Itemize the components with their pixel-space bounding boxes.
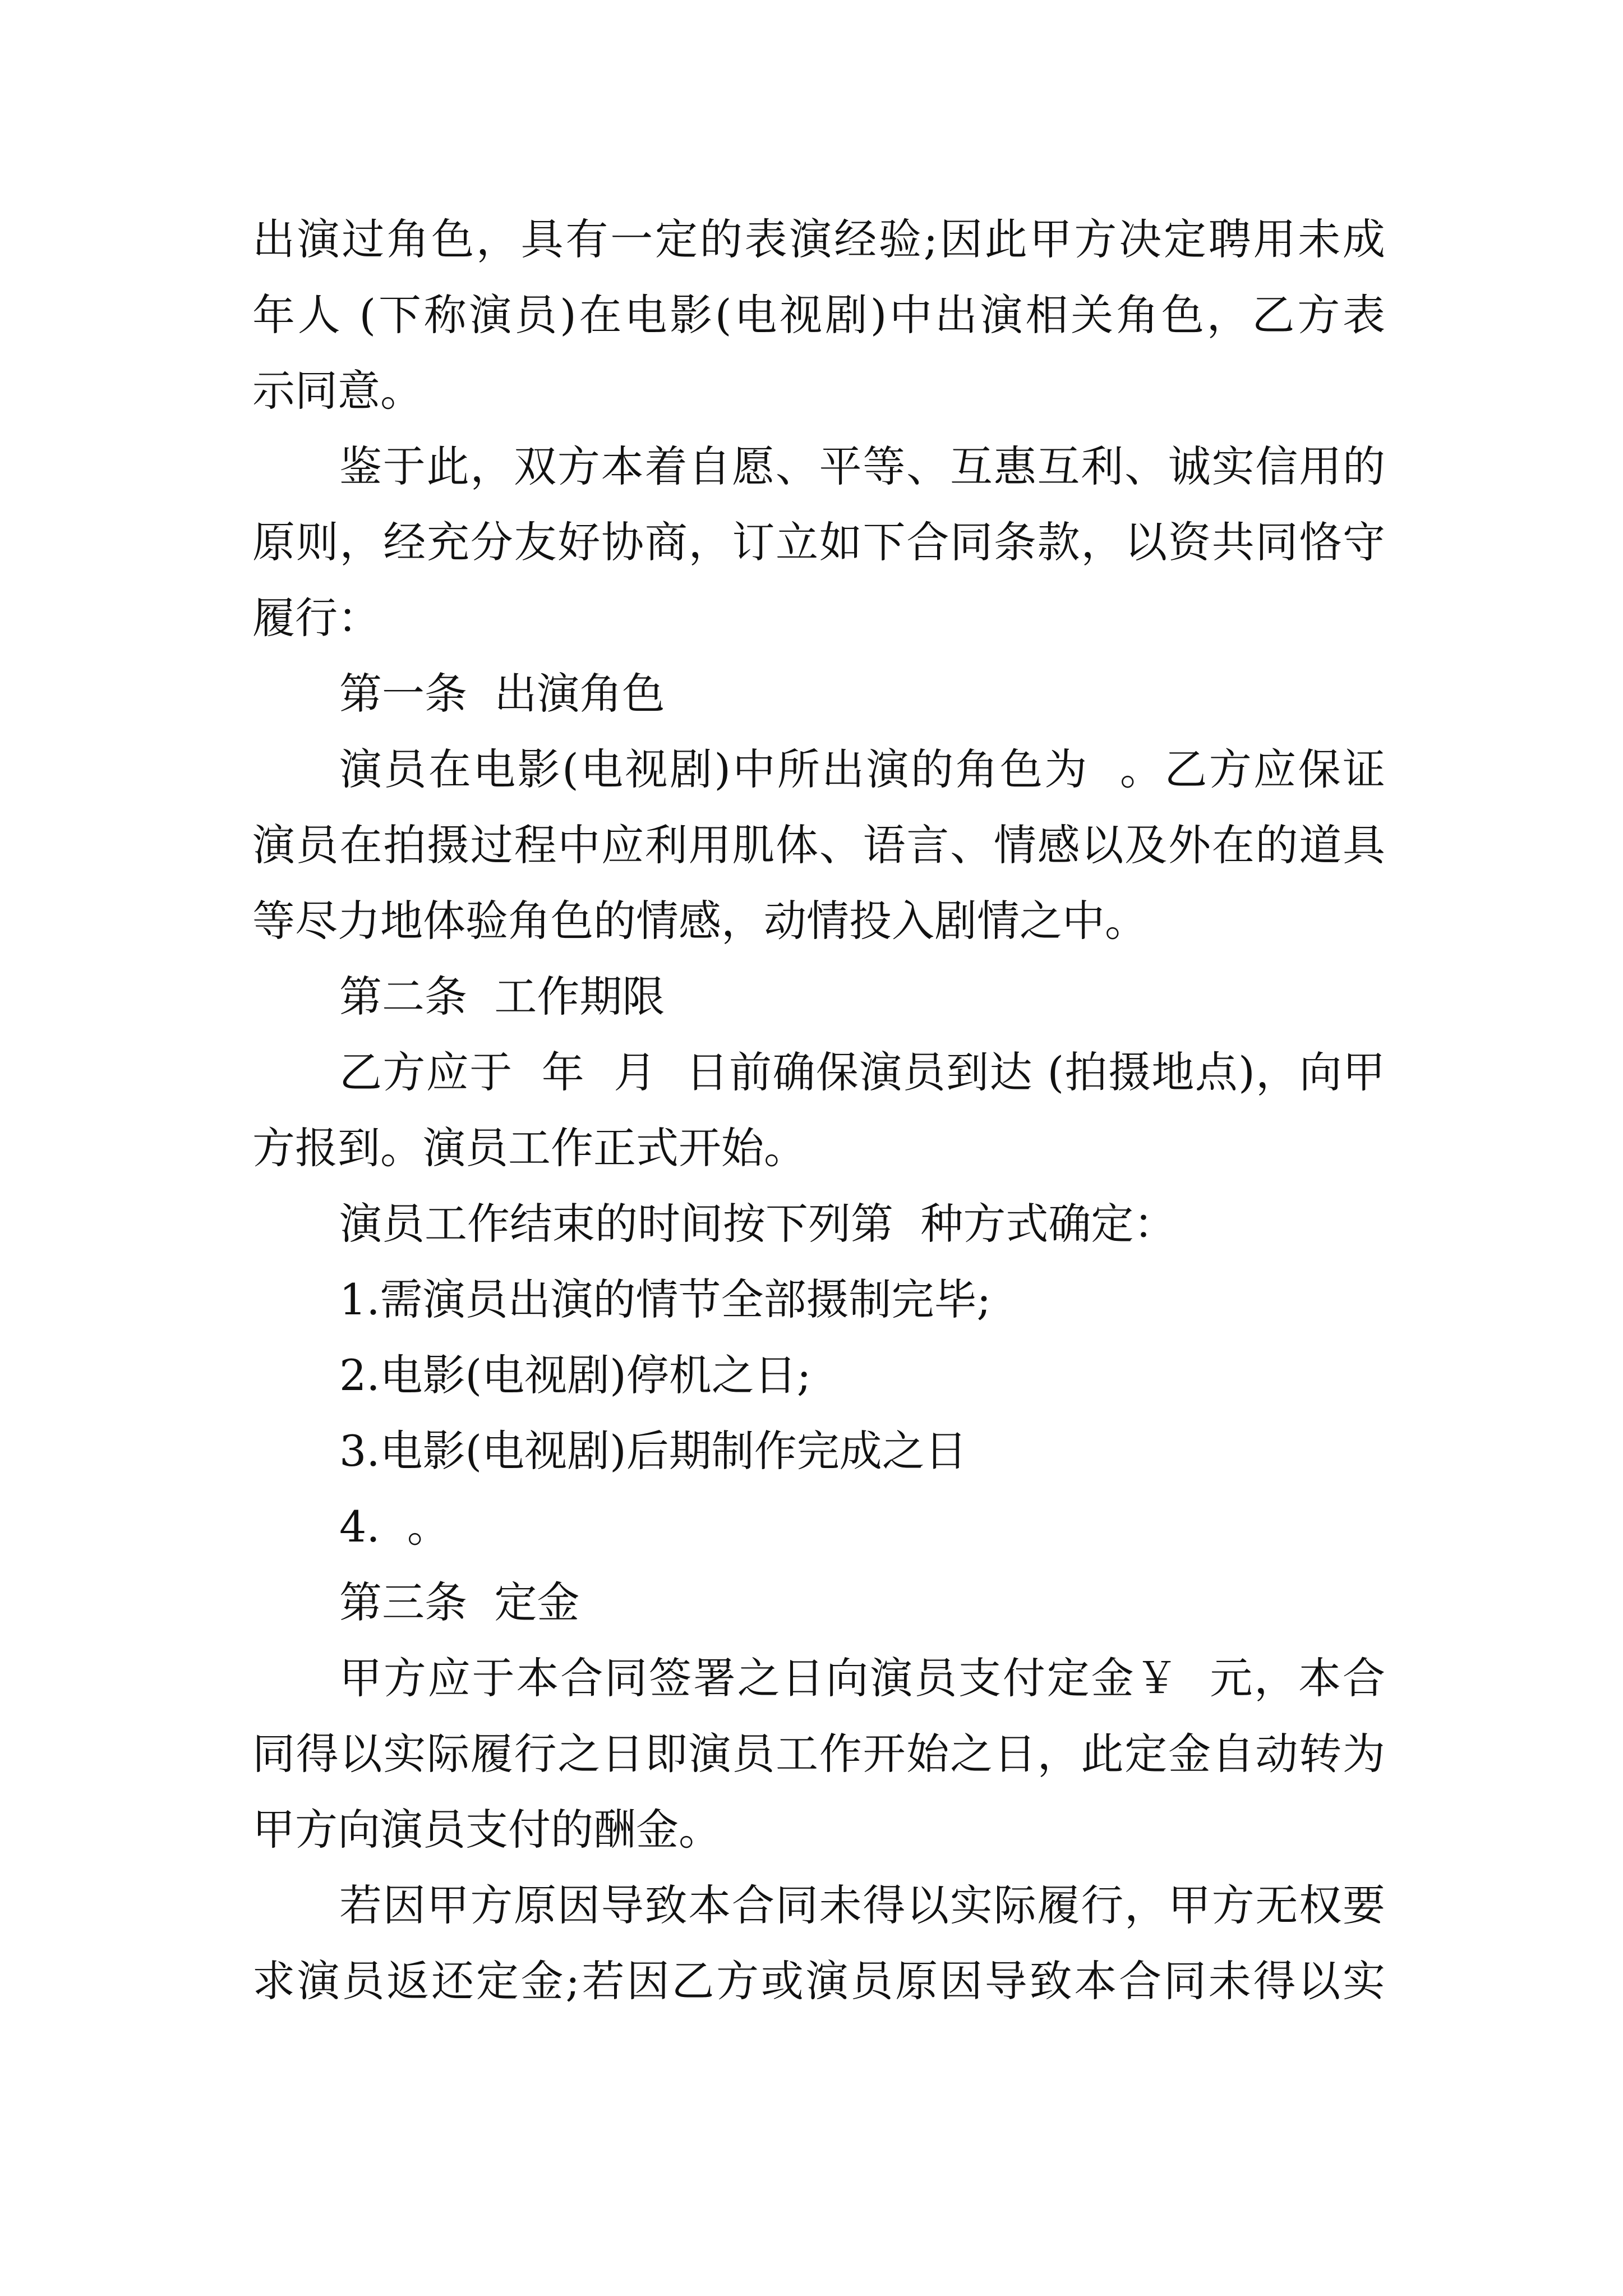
text-line: 履行： — [252, 593, 380, 643]
text-line: 演员在电影(电视剧)中所出演的角色为 。乙方应保证 — [339, 744, 1385, 794]
text-line: 鉴于此，双方本着自愿、平等、互惠互利、诚实信用的 — [339, 441, 1385, 491]
text-line: 出演过角色，具有一定的表演经验;因此甲方决定聘用未成 — [252, 214, 1385, 264]
text-line: 乙方应于 年 月 日前确保演员到达 (拍摄地点)，向甲 — [339, 1047, 1385, 1097]
text-line: 甲方向演员支付的酬金。 — [252, 1805, 721, 1855]
text-line: 若因甲方原因导致本合同未得以实际履行，甲方无权要 — [339, 1880, 1385, 1930]
text-line: 年人 (下称演员)在电影(电视剧)中出演相关角色，乙方表 — [252, 290, 1385, 340]
text-line: 同得以实际履行之日即演员工作开始之日，此定金自动转为 — [252, 1729, 1385, 1779]
section-heading: 第三条 定金 — [339, 1577, 580, 1627]
text-line: 方报到。演员工作正式开始。 — [252, 1123, 806, 1173]
text-line: 甲方应于本合同签署之日向演员支付定金￥ 元，本合 — [339, 1653, 1385, 1703]
text-line: 求演员返还定金;若因乙方或演员原因导致本合同未得以实 — [252, 1956, 1385, 2006]
list-item: 4. 。 — [339, 1502, 450, 1552]
list-item: 1.需演员出演的情节全部摄制完毕; — [339, 1274, 992, 1324]
text-line: 原则，经充分友好协商，订立如下合同条款，以资共同恪守 — [252, 517, 1385, 567]
text-line: 等尽力地体验角色的情感，动情投入剧情之中。 — [252, 896, 1147, 946]
text-line: 示同意。 — [252, 366, 423, 416]
section-heading: 第二条 工作期限 — [339, 972, 665, 1022]
list-item: 3.电影(电视剧)后期制作完成之日 — [339, 1426, 967, 1476]
section-heading: 第一条 出演角色 — [339, 669, 665, 719]
text-line: 演员在拍摄过程中应利用肌体、语言、情感以及外在的道具 — [252, 820, 1385, 870]
text-line: 演员工作结束的时间按下列第 种方式确定： — [339, 1199, 1177, 1249]
list-item: 2.电影(电视剧)停机之日; — [339, 1350, 811, 1400]
